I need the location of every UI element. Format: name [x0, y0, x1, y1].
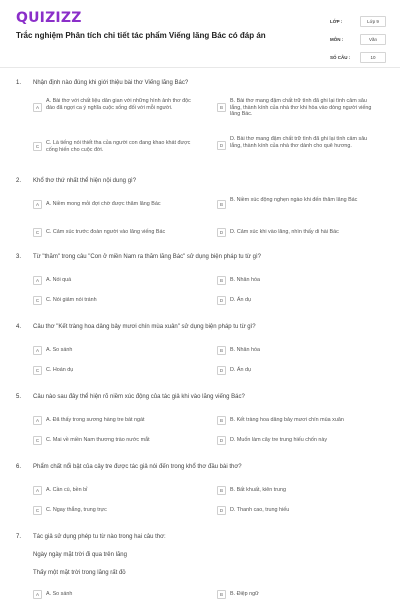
option-text: D. Cảm xúc khi vào lăng, nhìn thấy di hài Bác [230, 229, 339, 235]
option-letter: D [217, 506, 226, 515]
document-title: Trắc nghiệm Phân tích chi tiết tác phẩm Viếng lăng Bác có đáp án [16, 31, 266, 40]
question-text: Từ "thăm" trong câu "Con ở miền Nam ra thăm lăng Bác" sử dụng biện pháp tu từ gì? [33, 254, 261, 260]
option-text: D. Ẩn dụ [230, 367, 251, 373]
quizizz-logo: QUIZIZZ [16, 10, 82, 26]
option-b[interactable] [217, 590, 378, 599]
option-a[interactable] [33, 200, 194, 209]
question-text: Câu thơ "Kết tràng hoa dâng bảy mươi chín mùa xuân" sử dụng biện pháp tu từ gì? [33, 324, 256, 330]
option-letter: B [217, 590, 226, 599]
option-letter: D [217, 228, 226, 237]
option-text: B. Điệp ngữ [230, 591, 259, 597]
option-b[interactable] [217, 486, 378, 495]
option-a[interactable] [33, 416, 194, 425]
poem-line: Thấy một mặt trời trong lăng rất đỏ [33, 570, 126, 576]
question-number: 4. [16, 324, 22, 330]
option-c[interactable] [33, 506, 194, 515]
question-number: 2. [16, 178, 22, 184]
question-number: 6. [16, 464, 22, 470]
option-letter: D [217, 296, 226, 305]
option-a[interactable] [33, 98, 194, 112]
option-c[interactable] [33, 140, 194, 153]
option-text: B. Bài thơ mang đậm chất trữ tình đã ghi lại tình cảm sâu lắng, thành kính của nhà thơ khi hòa vào dòng người viếng lăng Bác. [230, 98, 372, 118]
option-text: A. Nói quá [46, 277, 72, 283]
poem-line: Ngày ngày mặt trời đi qua trên lăng [33, 552, 127, 558]
option-letter: B [217, 276, 226, 285]
option-text: B. Niềm xúc động nghẹn ngào khi đến thăm lăng Bác [230, 197, 358, 203]
question-number: 5. [16, 394, 22, 400]
option-d[interactable] [217, 296, 378, 305]
option-text: C. Cảm xúc trước đoàn người vào lăng viếng Bác [46, 229, 166, 235]
option-letter: A [33, 590, 42, 599]
option-text: D. Bài thơ mang đậm chất trữ tình đã ghi lại tình cảm sâu lắng, thành kính của nhà thơ dành cho quê hương. [230, 136, 368, 149]
meta-value-grade: Lớp 9 [360, 16, 386, 27]
meta-row-subject [330, 32, 386, 47]
question-number: 3. [16, 254, 22, 260]
option-text: A. So sánh [46, 591, 73, 597]
question-number: 1. [16, 80, 22, 86]
option-a[interactable] [33, 346, 194, 355]
option-text: B. Bất khuất, kiên trung [230, 487, 287, 493]
question-text: Tác giả sử dụng phép tu từ nào trong hai câu thơ: [33, 534, 166, 540]
option-text: C. Ngay thẳng, trung trực [46, 507, 107, 513]
option-a[interactable] [33, 590, 194, 599]
option-text: A. Bài thơ với chất liệu dân gian với những hình ảnh thơ độc đáo đã ngợi ca ý nghĩa cuộc sống đối với mỗi người. [46, 98, 191, 111]
option-text: A. Niềm mong mỏi đợi chờ được thăm lăng Bác [46, 201, 161, 207]
question-text: Khổ thơ thứ nhất thể hiện nội dung gì? [33, 178, 137, 184]
option-text: B. Kết tràng hoa dâng bảy mươi chín mùa xuân [230, 417, 344, 423]
option-text: D. Muốn làm cây tre trung hiếu chốn này [230, 437, 328, 443]
meta-row-count [330, 50, 386, 65]
option-text: A. Đã thấy trong sương hàng tre bát ngát [46, 417, 145, 423]
option-letter: A [33, 346, 42, 355]
option-letter: A [33, 103, 42, 112]
option-d[interactable] [217, 436, 378, 445]
option-c[interactable] [33, 436, 194, 445]
option-b[interactable] [217, 416, 378, 425]
option-text: D. Thanh cao, trung hiếu [230, 507, 290, 513]
option-letter: D [217, 436, 226, 445]
option-text: C. Là tiếng nói thiết tha của người con đang khao khát được cống hiến cho cuộc đời. [46, 140, 191, 153]
option-d[interactable] [217, 506, 378, 515]
option-letter: D [217, 366, 226, 375]
option-letter: B [217, 103, 226, 112]
meta-label: SỐ CÂU : [330, 55, 351, 60]
meta-row-grade [330, 14, 386, 29]
option-b[interactable] [217, 197, 378, 209]
option-c[interactable] [33, 228, 194, 237]
option-d[interactable] [217, 366, 378, 375]
option-letter: C [33, 436, 42, 445]
meta-panel [330, 14, 386, 68]
option-text: A. So sánh [46, 347, 73, 353]
option-text: B. Nhân hóa [230, 277, 260, 283]
question-text: Câu nào sau đây thể hiện rõ niềm xúc động của tác giả khi vào lăng viếng Bác? [33, 394, 245, 400]
option-letter: C [33, 142, 42, 151]
option-c[interactable] [33, 366, 194, 375]
option-b[interactable] [217, 276, 378, 285]
meta-value-subject: Văn [360, 34, 386, 45]
meta-label: MÔN : [330, 37, 344, 42]
question-number: 7. [16, 534, 22, 540]
option-d[interactable] [217, 136, 378, 150]
meta-value-count: 10 [360, 52, 386, 63]
option-letter: A [33, 486, 42, 495]
option-letter: C [33, 506, 42, 515]
option-text: C. Hoán dụ [46, 367, 74, 373]
header-divider [0, 67, 400, 68]
option-letter: B [217, 486, 226, 495]
option-letter: A [33, 276, 42, 285]
option-text: D. Ẩn dụ [230, 297, 251, 303]
option-b[interactable] [217, 98, 378, 118]
option-letter: A [33, 416, 42, 425]
document-header [0, 0, 400, 64]
question-text: Nhận định nào đúng khi giới thiệu bài thơ Viếng lăng Bác? [33, 80, 189, 86]
meta-label: LỚP : [330, 19, 343, 24]
option-letter: D [217, 141, 226, 150]
option-letter: C [33, 228, 42, 237]
option-letter: C [33, 296, 42, 305]
option-letter: B [217, 346, 226, 355]
option-c[interactable] [33, 296, 194, 305]
option-letter: C [33, 366, 42, 375]
option-letter: B [217, 200, 226, 209]
option-a[interactable] [33, 486, 194, 495]
option-text: B. Nhân hóa [230, 347, 260, 353]
option-d[interactable] [217, 228, 378, 237]
option-b[interactable] [217, 346, 378, 355]
option-text: C. Mai về miền Nam thương trào nước mắt [46, 437, 150, 443]
option-a[interactable] [33, 276, 194, 285]
question-text: Phẩm chất nổi bật của cây tre được tác giả nói đến trong khổ thơ đầu bài thơ? [33, 464, 242, 470]
option-text: C. Nói giảm nói tránh [46, 297, 97, 303]
option-letter: B [217, 416, 226, 425]
option-text: A. Cần cù, bền bỉ [46, 487, 88, 493]
option-letter: A [33, 200, 42, 209]
